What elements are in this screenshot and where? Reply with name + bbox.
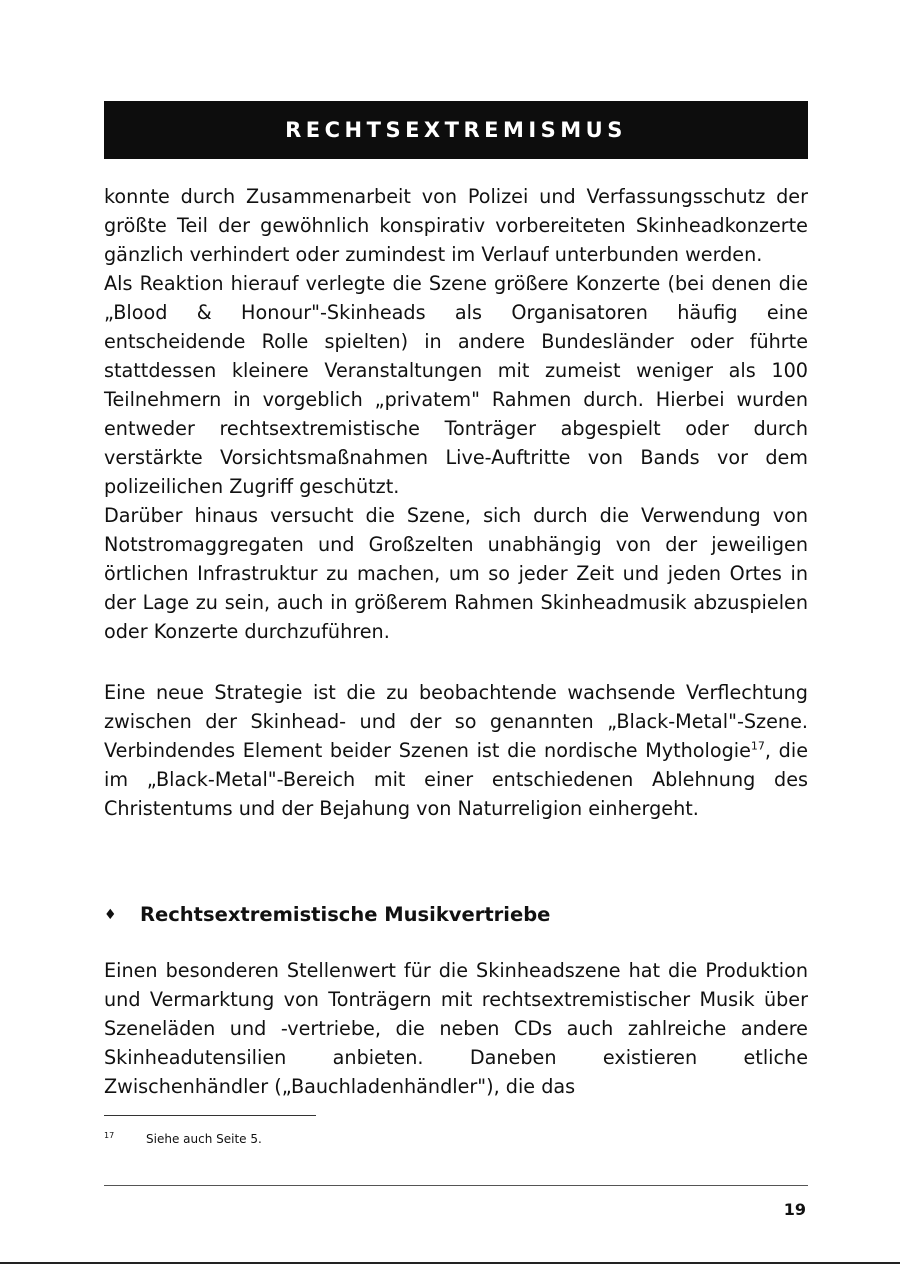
paragraph: Darüber hinaus versucht die Szene, sich durch die Verwendung von Notstromaggregaten und Großzelten unabhängig von der jeweiligen örtlichen Infrastruktur zu machen, um so jeder Zeit und jeden Ortes in der Lage zu sein, auch in größerem Rahmen Skinheadmusik abzuspielen oder Konzerte durchzuführen. bbox=[104, 504, 808, 643]
section-heading-text: Rechtsextremistische Musikvertriebe bbox=[140, 903, 551, 926]
paragraph: konnte durch Zusammenarbeit von Polizei und Verfassungsschutz der größte Teil der gewöhnlich konspirativ vorbereiteten Skinheadkonzerte gänzlich verhindert oder zumindest im Verlauf unterbunden werden. bbox=[104, 185, 808, 266]
diamond-bullet-icon: ♦ bbox=[104, 907, 117, 923]
page-number: 19 bbox=[783, 1200, 806, 1219]
paragraph-text: Eine neue Strategie ist die zu beobachtende wachsende Verflechtung zwischen der Skinhead- und der so genannten „Black-Metal"-Szene. Verbindendes Element beider Szenen ist die nordische Mythologie bbox=[104, 681, 808, 762]
section-header-bar bbox=[104, 101, 808, 159]
paragraph: Als Reaktion hierauf verlegte die Szene größere Konzerte (bei denen die „Blood & Honour"-Skinheads als Organisatoren häufig eine entscheidende Rolle spielten) in andere Bundesländer oder führte stattdessen kleinere Veranstaltungen mit zumeist weniger als 100 Teilnehmern in vorgeblich „privatem" Rahmen durch. Hierbei wurden entweder rechtsextremistische Tonträger abgespielt oder durch verstärkte Vorsichtsmaßnahmen Live-Auftritte von Bands vor dem polizeilichen Zugriff geschützt. bbox=[104, 272, 808, 498]
page-footer-divider bbox=[104, 1185, 808, 1186]
paragraph-text: , die im „Black-Metal"-Bereich mit einer entschiedenen Ablehnung des Christentums und der Bejahung von Naturreligion einhergeht. bbox=[104, 739, 808, 820]
body-text-block-1 bbox=[104, 182, 808, 646]
body-text-block-2 bbox=[104, 678, 808, 823]
paragraph: Einen besonderen Stellenwert für die Skinheadszene hat die Produktion und Vermarktung von Tonträgern mit rechtsextremistischer Musik über Szeneläden und -vertriebe, die neben CDs auch zahlreiche andere Skinheadutensilien anbieten. Daneben existieren etliche Zwischenhändler („Bauchladenhändler"), die das bbox=[104, 959, 808, 1098]
footnote-divider bbox=[104, 1115, 316, 1116]
paragraph bbox=[104, 678, 808, 823]
section-header-title: RECHTSEXTREMISMUS bbox=[285, 118, 627, 142]
body-text-block-3 bbox=[104, 956, 808, 1101]
footnote bbox=[104, 1128, 262, 1147]
footnote-reference: 17 bbox=[750, 739, 765, 753]
section-heading bbox=[104, 900, 808, 930]
footnote-mark: 17 bbox=[104, 1131, 115, 1140]
page-bottom-divider bbox=[0, 1262, 900, 1264]
footnote-text: Siehe auch Seite 5. bbox=[146, 1132, 262, 1146]
